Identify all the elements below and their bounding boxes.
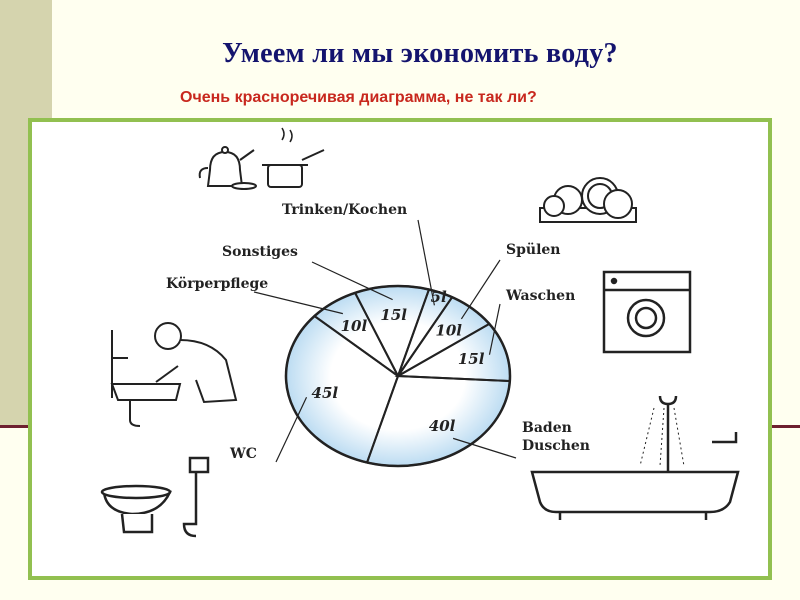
slice-category-label: WC (230, 446, 257, 462)
slice-value-label: 15l (380, 305, 407, 324)
slice-category-label: Sonstiges (222, 244, 298, 260)
washing-machine-icon (604, 272, 690, 352)
leader-line (276, 397, 307, 462)
slide-title: Умеем ли мы экономить воду? (222, 38, 618, 69)
leader-line (461, 260, 500, 319)
slice-value-label: 40l (428, 416, 456, 435)
slide-subtitle: Очень красноречивая диаграмма, не так ли? (180, 89, 537, 106)
dish-rack-icon (540, 178, 636, 222)
bathtub-shower-icon (532, 396, 738, 520)
leader-line (254, 292, 343, 314)
slice-value-label: 10l (340, 317, 368, 336)
slice-value-label: 5l (430, 287, 447, 306)
slice-category-label: Baden Duschen (522, 420, 590, 454)
person-washing-icon (112, 323, 236, 426)
slice-value-label: 45l (311, 383, 339, 402)
slice-category-label: Körperpflege (166, 276, 269, 292)
slice-category-label: Trinken/Kochen (282, 202, 408, 218)
toilet-icon (102, 458, 208, 536)
slice-value-label: 10l (435, 321, 463, 340)
kettle-and-pot-icon (200, 128, 324, 189)
slice-category-label: Spülen (506, 242, 561, 258)
slice-value-label: 15l (457, 350, 485, 369)
slice-category-label: Waschen (506, 288, 576, 304)
